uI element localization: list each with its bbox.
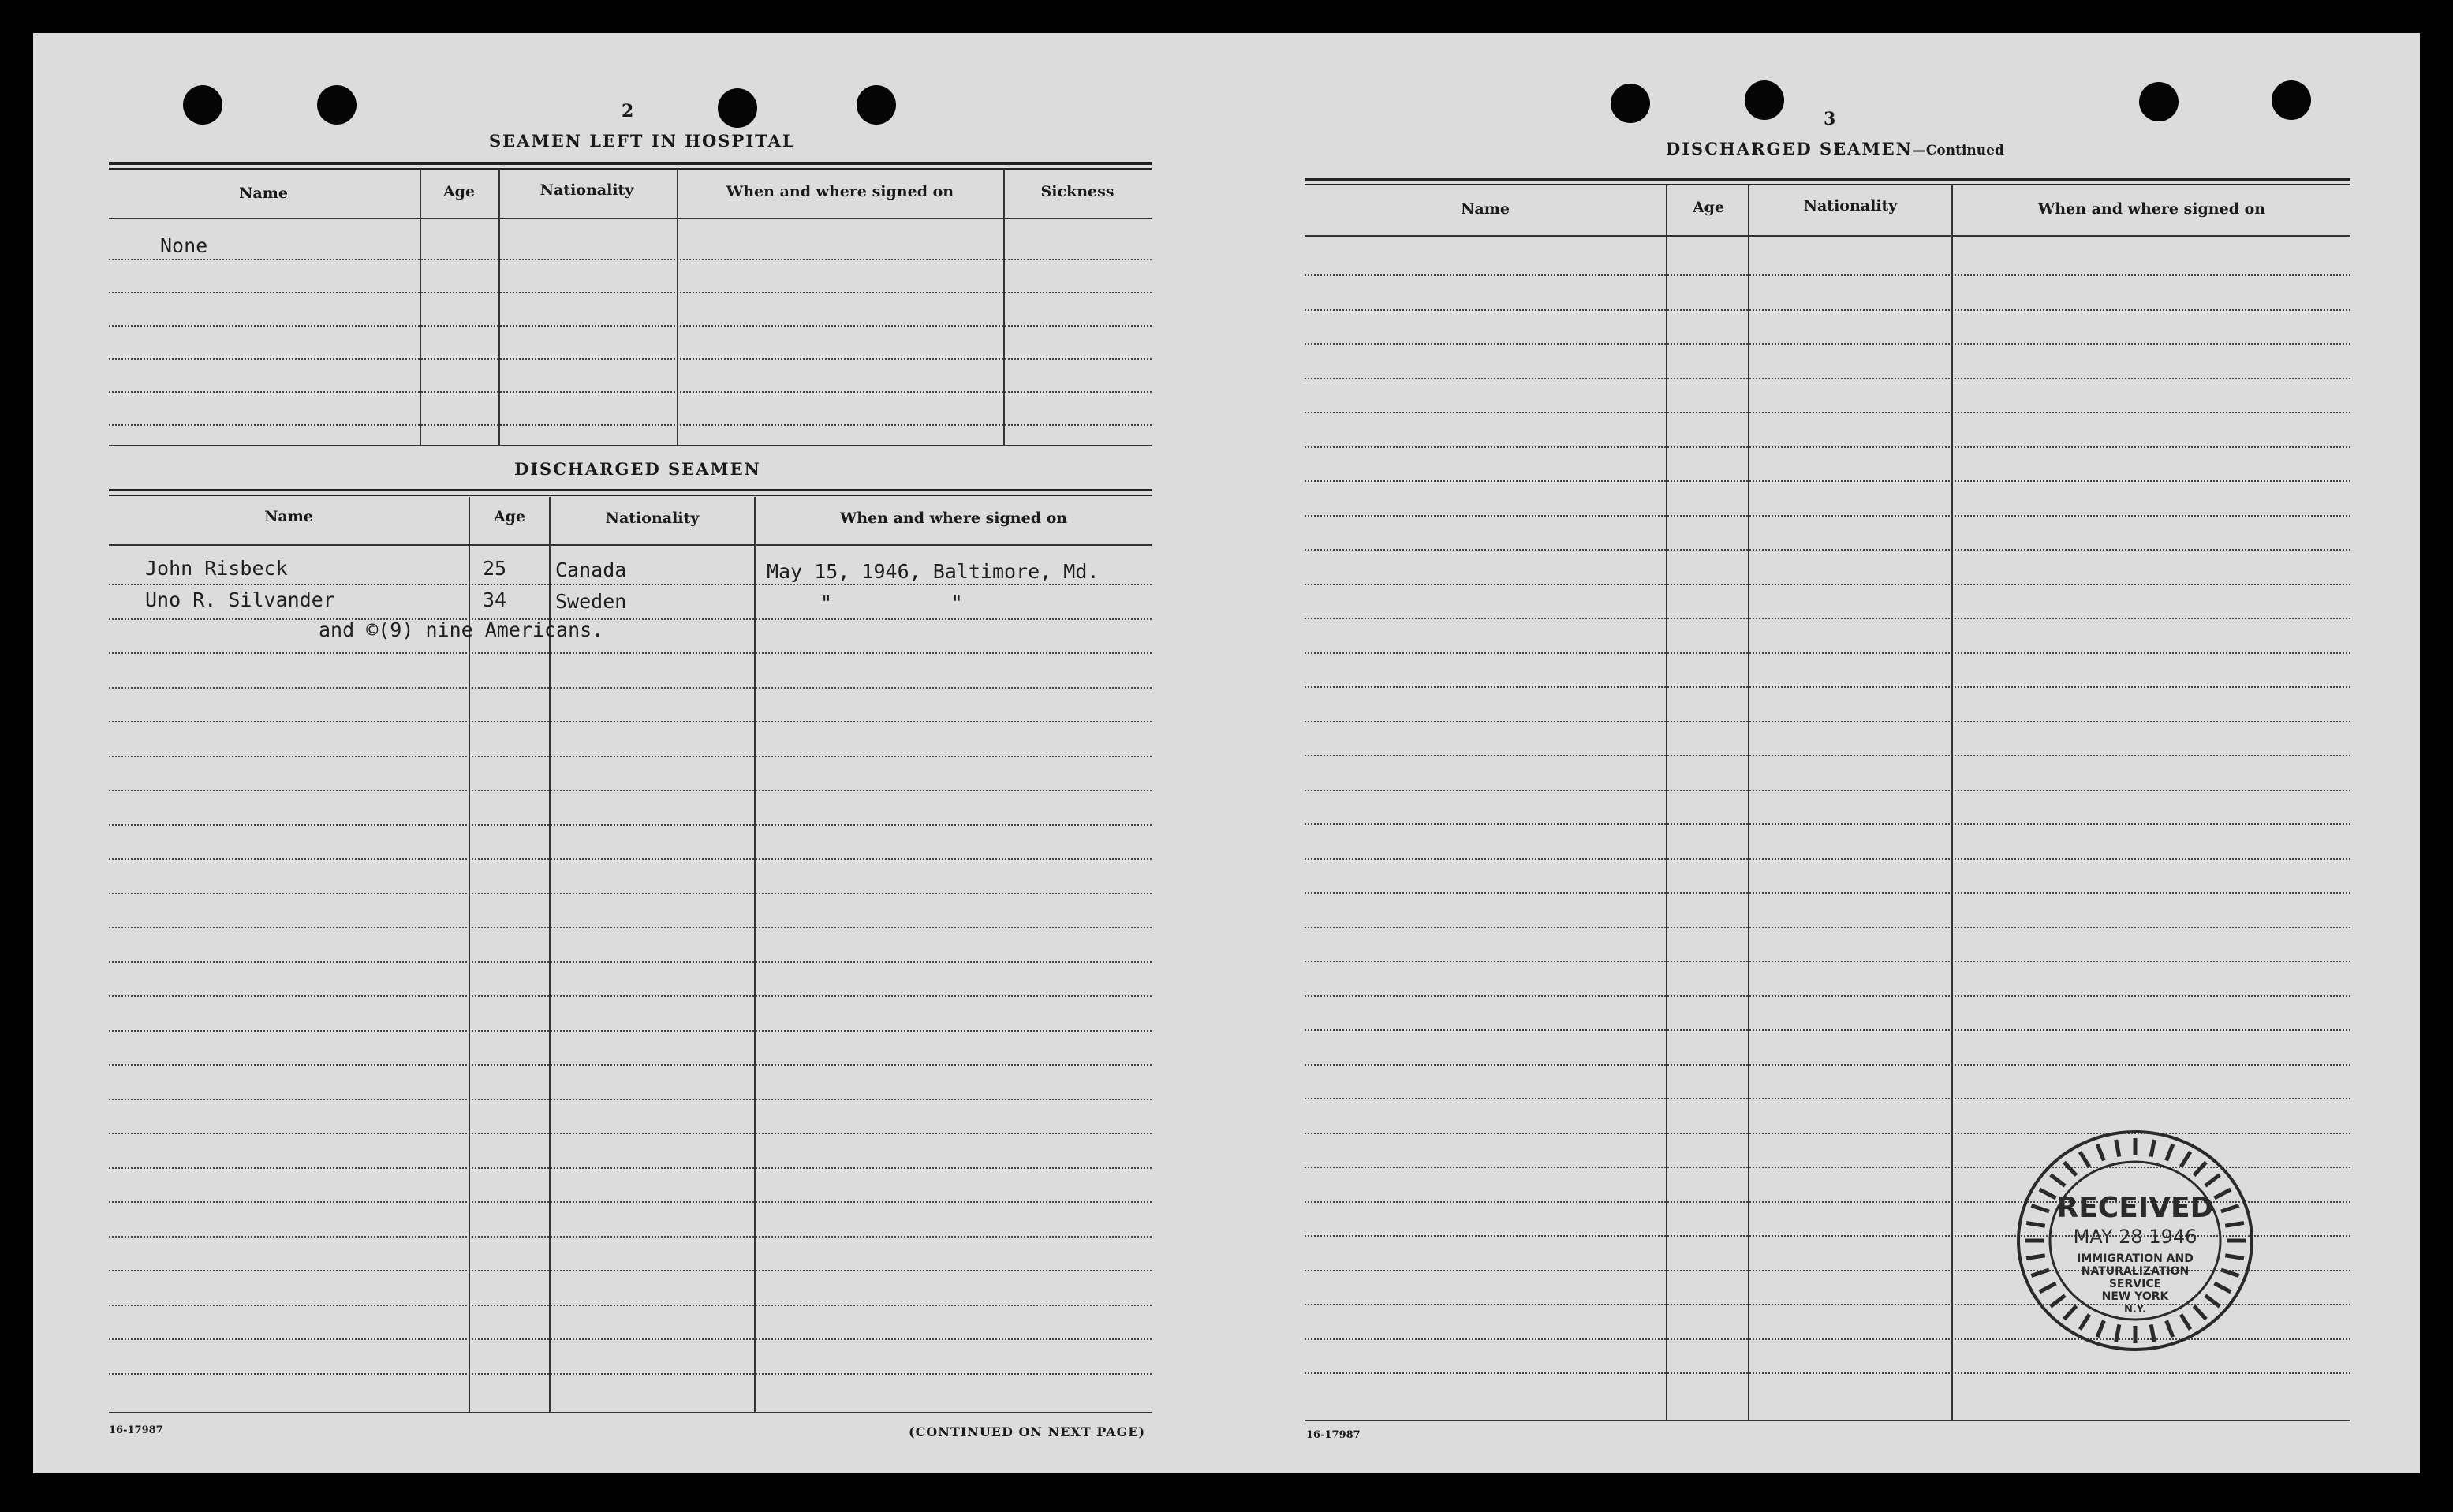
col-header-name: Name (1461, 200, 1510, 218)
column-rule (1951, 185, 1953, 1420)
seaman-name: Uno R. Silvander (145, 588, 335, 611)
ruled-line (109, 391, 1152, 393)
punch-hole (1745, 80, 1784, 120)
ruled-line (109, 1167, 1152, 1169)
ruled-line (109, 858, 1152, 860)
punch-hole (857, 85, 896, 125)
punch-hole (1611, 84, 1650, 123)
column-rule (1748, 185, 1749, 1420)
stamp-tick (2205, 1295, 2220, 1306)
seaman-age: 25 (483, 557, 507, 580)
ruled-line (1305, 686, 2350, 688)
punch-hole (183, 85, 222, 125)
stamp-agency-line: N.Y. (2123, 1304, 2147, 1316)
seaman-age: 34 (483, 588, 507, 611)
discharged-continued-title (1666, 139, 2004, 159)
ruled-line (1305, 618, 2350, 619)
col-header-sickness: Sickness (1040, 183, 1114, 200)
ruled-line (109, 1270, 1152, 1271)
stamp-tick (2181, 1315, 2190, 1330)
ruled-line (109, 756, 1152, 757)
ruled-line (109, 1305, 1152, 1306)
ruled-line (109, 790, 1152, 791)
ruled-line (1305, 755, 2350, 756)
stamp-tick (2031, 1206, 2049, 1212)
ruled-line (1305, 1098, 2350, 1099)
ruled-line (109, 325, 1152, 327)
ruled-line (109, 259, 1152, 260)
section-title-suffix: —Continued (1912, 143, 2004, 159)
ruled-line (109, 995, 1152, 997)
stamp-tick (2221, 1206, 2239, 1212)
col-header-nationality: Nationality (1803, 197, 1898, 215)
ruled-line (109, 218, 1152, 219)
ruled-line (1305, 721, 2350, 722)
col-header-signed-on: When and where signed on (2037, 200, 2266, 218)
ruled-line (1305, 515, 2350, 517)
ruled-line (1305, 412, 2350, 413)
column-rule (498, 169, 500, 445)
stamp-tick (2051, 1174, 2065, 1185)
ruled-line (1305, 549, 2350, 551)
col-header-signed-on: When and where signed on (726, 183, 954, 200)
stamp-tick (2040, 1283, 2056, 1292)
ruled-line (109, 961, 1152, 963)
stamp-agency-line: IMMIGRATION AND (2077, 1253, 2194, 1265)
seaman-name: John Risbeck (145, 557, 288, 580)
form-number: 16-17987 (1306, 1429, 1361, 1441)
ruled-line (109, 1064, 1152, 1066)
stamp-tick (2221, 1270, 2239, 1276)
ruled-line (1305, 1029, 2350, 1031)
ruled-line (109, 445, 1152, 446)
stamp-tick (2181, 1152, 2190, 1167)
stamp-tick (2097, 1144, 2104, 1161)
ruled-line (1305, 961, 2350, 962)
column-rule (1666, 185, 1667, 1420)
stamp-tick (2031, 1270, 2049, 1276)
ruled-line (1305, 892, 2350, 894)
stamp-tick (2225, 1223, 2244, 1226)
ruled-line (1305, 995, 2350, 997)
ruled-line (1305, 652, 2350, 654)
ruled-line (109, 1099, 1152, 1100)
stamp-tick (2026, 1223, 2045, 1226)
ruled-line (1305, 858, 2350, 860)
punch-hole (718, 88, 757, 128)
stamp-date: MAY 28 1946 (2073, 1226, 2197, 1248)
punch-hole (2272, 80, 2311, 120)
stamp-tick (2040, 1189, 2056, 1198)
stamp-tick (2080, 1315, 2089, 1330)
continued-footer: (CONTINUED ON NEXT PAGE) (909, 1424, 1146, 1439)
stamp-agency-line: SERVICE (2108, 1278, 2162, 1290)
ruled-line (1305, 823, 2350, 825)
col-header-nationality: Nationality (540, 181, 634, 199)
received-stamp (2013, 1126, 2257, 1355)
stamp-tick (2116, 1324, 2119, 1342)
col-header-nationality: Nationality (605, 510, 700, 527)
ruled-line (109, 424, 1152, 426)
stamp-tick (2151, 1324, 2154, 1342)
ruled-line (109, 1030, 1152, 1032)
col-header-age: Age (1692, 199, 1725, 216)
ruled-line (109, 618, 1152, 620)
column-rule (420, 169, 421, 445)
page-number: 2 (622, 101, 634, 121)
col-header-age: Age (442, 183, 476, 200)
stamp-tick (2205, 1174, 2220, 1185)
ruled-line (1305, 378, 2350, 379)
col-header-name: Name (264, 508, 313, 525)
ruled-line (109, 584, 1152, 585)
stamp-tick (2097, 1320, 2104, 1337)
ruled-line (1305, 1372, 2350, 1374)
ruled-line (1305, 235, 2350, 237)
seaman-nationality: Sweden (555, 590, 627, 613)
column-rule (1003, 169, 1005, 445)
ruled-line (1305, 446, 2350, 448)
ruled-line (109, 1133, 1152, 1134)
ruled-line (109, 927, 1152, 928)
ruled-line (109, 1373, 1152, 1375)
ruled-line (109, 652, 1152, 654)
stamp-tick (2194, 1306, 2206, 1320)
ruled-line (1305, 927, 2350, 928)
column-rule (677, 169, 678, 445)
ruled-line (109, 824, 1152, 826)
seaman-signed-on: " " (820, 592, 963, 614)
stamp-tick (2167, 1144, 2173, 1161)
ruled-line (109, 358, 1152, 360)
punch-hole (2139, 82, 2179, 121)
ruled-line (109, 544, 1152, 546)
section-title-text: DISCHARGED SEAMEN (1666, 139, 1913, 159)
top-rule (109, 162, 1152, 170)
ruled-line (109, 721, 1152, 722)
stamp-tick (2064, 1306, 2076, 1320)
page-number: 3 (1824, 109, 1836, 129)
ruled-line (1305, 790, 2350, 791)
stamp-tick (2225, 1256, 2244, 1259)
stamp-received-word: RECEIVED (2056, 1192, 2214, 1224)
col-header-name: Name (239, 185, 288, 202)
discharged-section-title: DISCHARGED SEAMEN (514, 459, 761, 479)
ruled-line (1305, 309, 2350, 311)
seaman-signed-on: May 15, 1946, Baltimore, Md. (767, 560, 1100, 583)
stamp-tick (2116, 1140, 2119, 1157)
mid-rule (109, 489, 1152, 496)
stamp-tick (2214, 1283, 2231, 1292)
ruled-line (109, 687, 1152, 689)
ruled-line (109, 1201, 1152, 1203)
stamp-tick (2064, 1162, 2076, 1175)
column-rule (754, 497, 756, 1412)
ruled-line (109, 1236, 1152, 1238)
ruled-line (1305, 480, 2350, 482)
punch-hole (317, 85, 357, 125)
stamp-tick (2151, 1140, 2154, 1157)
stamp-agency-line: NEW YORK (2101, 1290, 2169, 1303)
ruled-line (1305, 343, 2350, 345)
stamp-tick (2214, 1189, 2231, 1198)
top-rule (1305, 178, 2350, 185)
hospital-section-title: SEAMEN LEFT IN HOSPITAL (489, 131, 796, 151)
ruled-line (1305, 274, 2350, 276)
stamp-tick (2167, 1320, 2173, 1337)
col-header-signed-on: When and where signed on (839, 510, 1068, 527)
hospital-entry: None (160, 234, 208, 257)
stamp-tick (2080, 1152, 2089, 1167)
form-number: 16-17987 (109, 1424, 163, 1436)
ruled-line (109, 1338, 1152, 1340)
ruled-line (109, 292, 1152, 293)
stamp-tick (2194, 1162, 2206, 1175)
col-header-age: Age (493, 508, 526, 525)
ruled-line (1305, 1420, 2350, 1421)
ruled-line (109, 1412, 1152, 1413)
seaman-nationality: Canada (555, 558, 627, 581)
stamp-tick (2051, 1295, 2065, 1306)
stamp-tick (2026, 1256, 2045, 1259)
ruled-line (109, 893, 1152, 894)
discharged-note: and ©(9) nine Americans. (319, 618, 604, 641)
stamp-agency-line: NATURALIZATION (2081, 1265, 2190, 1278)
ruled-line (1305, 584, 2350, 585)
ruled-line (1305, 1064, 2350, 1066)
